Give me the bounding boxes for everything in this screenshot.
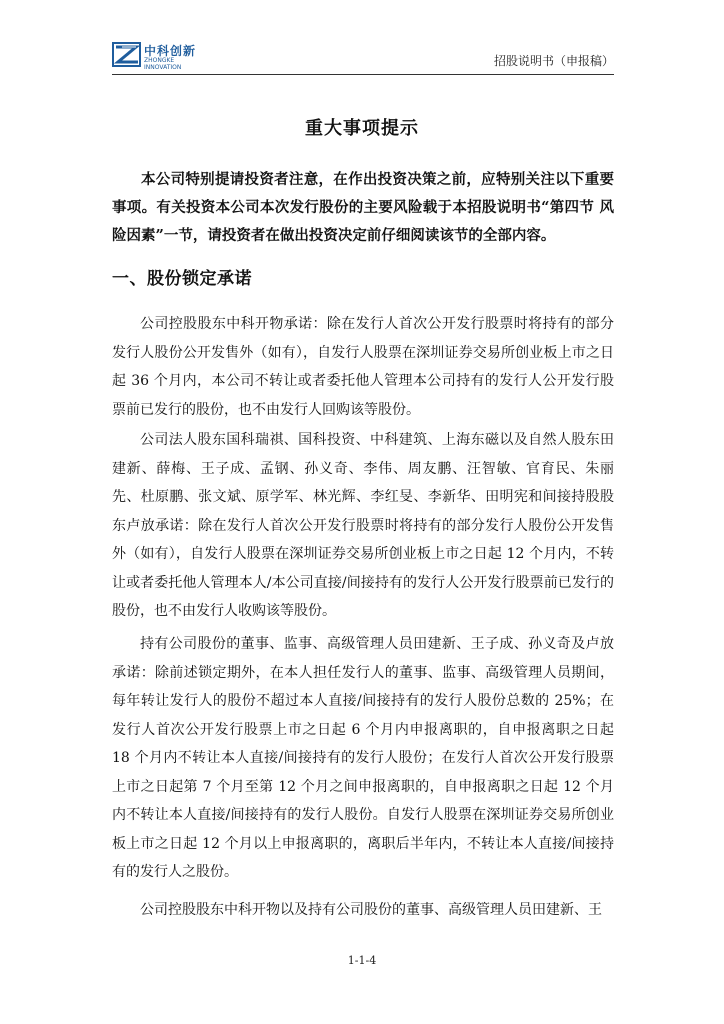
body-paragraph: 公司控股股东中科开物以及持有公司股份的董事、高级管理人员田建新、王: [140, 902, 602, 918]
logo-mark-icon: [112, 40, 142, 70]
logo-chinese-text: 中科创新: [144, 44, 197, 58]
body-paragraph: 持有公司股份的董事、监事、高级管理人员田建新、王子成、孙义奇及卢放承诺：除前述锁定期外，在本人担任发行人的董事、监事、高级管理人员期间，每年转让发行人的股份不超过本人直接/间接持有的发行人股份总数的 25%；在发行人首次公开发行股票上市之日起 6 个月内申报离职的，自申报离职之日起 18 个月内不转让本人直接/间接持有的发行人股份；在发行人首次公开发行股票上市之日起第 7 个月至第 12 个月之间申报离职的，自申报离职之日起 12 个月内不转让本人直接/间接持有的发行人股份。自发行人股票在深圳证券交易所创业板上市之日起 12 个月以上申报离职的，离职后半年内，不转让本人直接/间接持有的发行人之股份。: [112, 636, 614, 880]
page-header: [112, 38, 614, 75]
intro-paragraph: 本公司特别提请投资者注意，在作出投资决策之前，应特别关注以下重要事项。有关投资本公司本次发行股份的主要风险载于本招股说明书“第四节 风险因素”一节，请投资者在做出投资决定前仔细阅读该节的全部内容。: [112, 171, 614, 244]
logo-english-line-2: INNOVATION: [144, 64, 182, 71]
section-heading: 一、股份锁定承诺: [112, 269, 252, 289]
company-logo: [112, 40, 212, 70]
page-title: 重大事项提示: [305, 118, 419, 139]
logo-english-text: [144, 57, 181, 71]
body-paragraph: 公司法人股东国科瑞祺、国科投资、中科建筑、上海东磁以及自然人股东田建新、薛梅、王子成、孟钢、孙义奇、李伟、周友鹏、汪智敏、官育民、朱丽先、杜原鹏、张文斌、原学军、林光辉、李红旻、李新华、田明宪和间接持股股东卢放承诺：除在发行人首次公开发行股票时将持有的部分发行人股份公开发售外（如有），自发行人股票在深圳证券交易所创业板上市之日起 12 个月内，不转让或者委托他人管理本人/本公司直接/间接持有的发行人公开发行股票前已发行的股份，也不由发行人收购该等股份。: [112, 432, 614, 619]
document-type: 招股说明书（申报稿）: [493, 54, 614, 68]
page-number: 1-1-4: [347, 954, 377, 967]
body-paragraph: 公司控股股东中科开物承诺：除在发行人首次公开发行股票时将持有的部分发行人股份公开发售外（如有），自发行人股票在深圳证券交易所创业板上市之日起 36 个月内，本公司不转让或者委托他人管理本公司持有的发行人公开发行股票前已发行的股份，也不由发行人回购该等股份。: [112, 316, 614, 418]
logo-english-line-1: ZHONGKE: [144, 57, 175, 64]
